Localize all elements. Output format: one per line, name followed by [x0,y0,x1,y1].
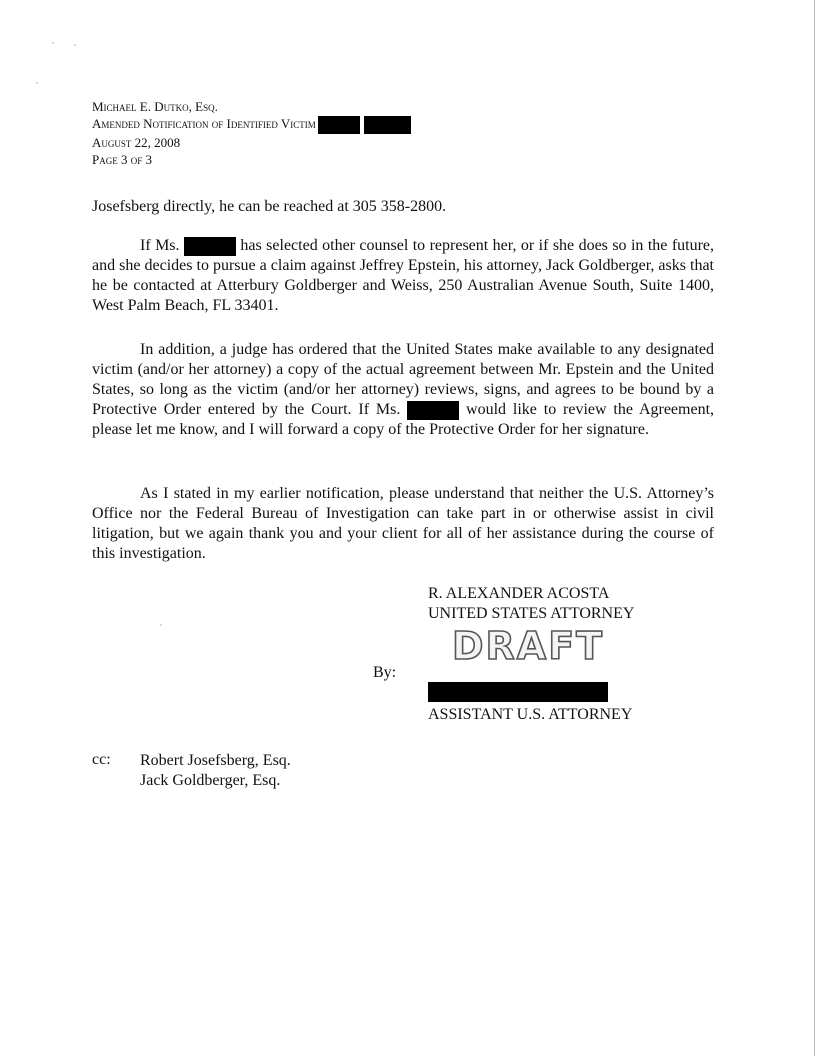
redaction-bar [184,237,236,256]
paragraph-4-text: As I stated in my earlier notification, please understand that neither the U.S. Attorney’s Office nor the Federal Bureau of Investigation can take part in or otherwise assist in civil litigation, but we again thank you and your client for all of her assistance during the course of this investigation. [92,485,714,562]
paragraph-2-start: If Ms. [140,237,180,254]
cc-recipient: Jack Goldberger, Esq. [140,772,281,789]
paragraph-3 [92,340,714,440]
by-label: By: [373,664,397,681]
paragraph-3-start: In addition, a judge has ordered that the United States make available to any designated victim (and/or her attorney) a copy of the actual agreement between Mr. Epstein and the United States, so long as the victim (and/or her attorney) reviews, signs, and agrees to be bound by a Protective Order entered by the Court. If Ms. [92,341,714,418]
header-subject: Amended Notification of Identified Victim [92,116,316,131]
paragraph-1 [92,197,714,217]
paragraph-4 [92,484,714,564]
header-subject-line [92,115,411,134]
paragraph-3-rest: would like to review the Agreement, please let me know, and I will forward a copy of the Protective Order for her signature. [92,401,715,438]
signatory-title: UNITED STATES ATTORNEY [428,605,635,622]
signer-title: ASSISTANT U.S. ATTORNEY [428,706,633,723]
header-addressee: Michael E. Dutko, Esq. [92,99,218,114]
signature-block [428,584,634,624]
scan-speck [36,82,38,84]
signatory-name: R. ALEXANDER ACOSTA [428,585,610,602]
paragraph-1-text: Josefsberg directly, he can be reached at 305 358-2800. [92,198,447,215]
page-edge [814,0,815,1056]
scan-speck [74,44,76,46]
header-date: August 22, 2008 [92,135,181,151]
cc-recipient: Robert Josefsberg, Esq. [140,752,291,769]
redaction-bar [407,401,459,420]
cc-label: cc: [92,751,111,768]
redaction-bar [364,116,411,134]
paragraph-2 [92,236,714,316]
scan-speck [160,624,162,626]
signature-redaction-bar [428,682,608,702]
cc-recipients [140,751,291,791]
paragraph-2-rest: has selected other counsel to represent her, or if she does so in the future, and she decides to pursue a claim against Jeffrey Epstein, his attorney, Jack Goldberger, asks that he be contacted at Atterbury Goldberger and Weiss, 250 Australian Avenue South, Suite 1400, West Palm Beach, FL 33401. [92,237,715,314]
scan-speck [52,42,54,44]
header-page-number: Page 3 of 3 [92,152,152,168]
redaction-bar [318,116,360,134]
letter-header [92,98,411,168]
draft-stamp: DRAFT [452,624,605,668]
